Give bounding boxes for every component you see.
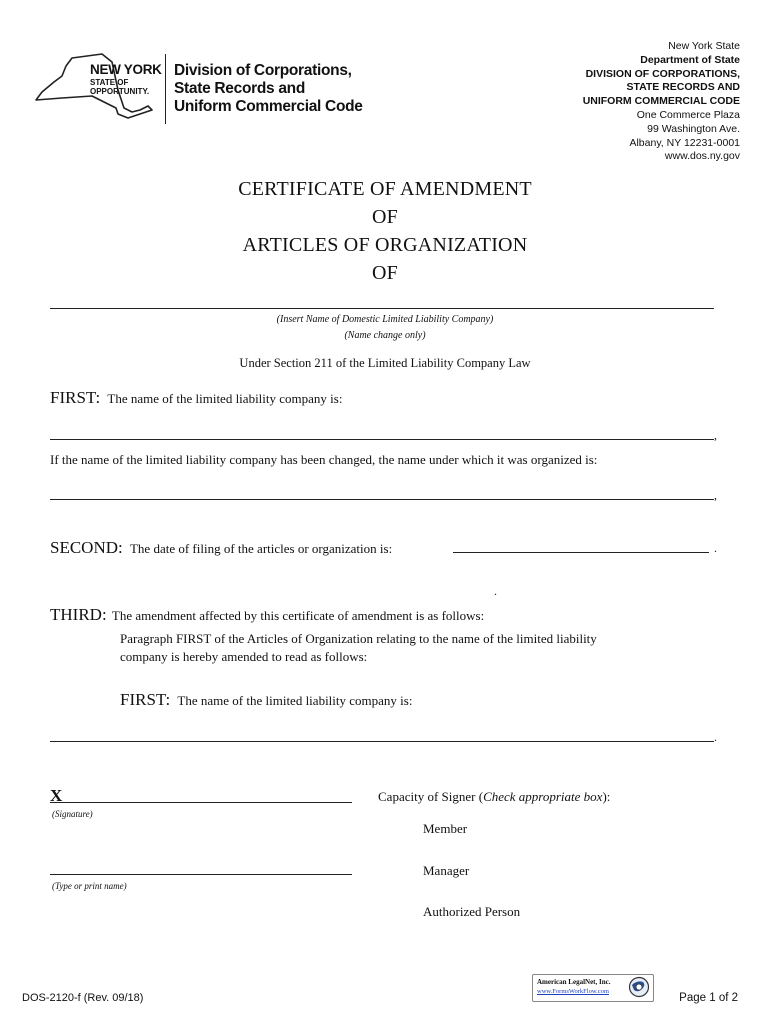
new-name-field[interactable]	[50, 741, 714, 742]
dept-line: Albany, NY 12231-0001	[629, 136, 740, 149]
ny-state-logo	[32, 50, 372, 130]
capacity-heading	[378, 789, 610, 805]
company-name-hint: (Insert Name of Domestic Limited Liability Company)	[276, 314, 494, 325]
capacity-option-label: Member	[423, 821, 468, 836]
first-name-field[interactable]	[50, 439, 714, 440]
title-line-3: ARTICLES OF ORGANIZATION	[242, 234, 528, 256]
first-name-comma: ,	[714, 428, 717, 442]
second-label: SECOND:	[50, 538, 123, 557]
changed-name-text: If the name of the limited liability company has been changed, the name under which it was organized is:	[50, 452, 598, 467]
name-change-hint: (Name change only)	[344, 330, 426, 341]
dept-line: One Commerce Plaza	[636, 108, 740, 121]
inner-first-label: FIRST:	[120, 690, 171, 709]
printed-name-field[interactable]	[50, 874, 352, 875]
filing-date-period: .	[714, 541, 717, 555]
signature-caption: (Signature)	[52, 809, 93, 819]
dept-line: Department of State	[640, 53, 740, 66]
second-text: The date of filing of the articles or organization is:	[129, 541, 393, 556]
capacity-option-manager[interactable]	[423, 863, 469, 879]
dept-line: 99 Washington Ave.	[647, 122, 740, 135]
department-address	[583, 40, 740, 164]
dept-line: www.dos.ny.gov	[664, 150, 740, 163]
first-label: FIRST:	[50, 388, 101, 407]
capacity-option-label: Manager	[423, 863, 470, 878]
title-line-4: OF	[372, 262, 398, 284]
dept-line: DIVISION OF CORPORATIONS,	[585, 67, 740, 80]
capacity-option-member[interactable]	[423, 821, 467, 837]
capacity-end: ):	[602, 789, 611, 804]
title-line-1: CERTIFICATE OF AMENDMENT	[238, 178, 532, 200]
capacity-option-label: Authorized Person	[423, 904, 521, 919]
first-text: The name of the limited liability company is:	[107, 391, 343, 406]
third-label: THIRD:	[50, 605, 107, 624]
logo-divider	[165, 54, 166, 124]
american-legalnet-badge[interactable]	[532, 974, 654, 1002]
badge-url: www.FormsWorkFlow.com	[537, 988, 609, 995]
form-code: DOS-2120-f (Rev. 09/18)	[22, 992, 144, 1004]
inner-first-heading	[120, 690, 412, 710]
logo-state-name: NEW YORK	[90, 62, 162, 77]
second-heading	[50, 538, 392, 558]
dept-line: STATE RECORDS AND	[626, 81, 740, 94]
division-line-3: Uniform Commercial Code	[174, 98, 363, 115]
page-number: Page 1 of 2	[679, 992, 738, 1004]
new-name-period: .	[714, 730, 717, 744]
first-heading	[50, 388, 342, 408]
third-paragraph-line-2: company is hereby amended to read as follows:	[120, 649, 368, 664]
signature-x-mark: X	[50, 786, 63, 805]
dept-line: New York State	[668, 40, 740, 52]
third-text: The amendment affected by this certificate of amendment is as follows:	[111, 608, 485, 623]
division-line-2: State Records and	[174, 80, 305, 97]
under-section-text: Under Section 211 of the Limited Liability Company Law	[239, 356, 531, 370]
third-paragraph-line-1: Paragraph FIRST of the Articles of Organization relating to the name of the limited liability	[120, 631, 597, 646]
filing-date-field[interactable]	[453, 552, 709, 553]
capacity-italic: Check appropriate box	[483, 789, 603, 804]
capacity-label: Capacity of Signer (	[378, 789, 484, 804]
title-line-2: OF	[372, 206, 398, 228]
signature-field[interactable]	[50, 802, 352, 803]
printed-name-caption: (Type or print name)	[52, 881, 127, 891]
division-line-1: Division of Corporations,	[174, 62, 352, 79]
third-heading	[50, 605, 484, 625]
capacity-option-authorized-person[interactable]	[423, 904, 520, 920]
company-name-field[interactable]	[50, 308, 714, 309]
dept-line: UNIFORM COMMERCIAL CODE	[582, 95, 740, 108]
original-name-field[interactable]	[50, 499, 714, 500]
badge-title: American LegalNet, Inc.	[537, 978, 611, 986]
logo-tagline-1: STATE OF	[90, 78, 129, 87]
inner-first-text: The name of the limited liability company is:	[177, 693, 413, 708]
globe-icon	[628, 976, 650, 998]
original-name-comma: ,	[714, 488, 717, 502]
logo-tagline-2: OPPORTUNITY.	[90, 87, 150, 96]
stray-dot: .	[494, 584, 497, 598]
